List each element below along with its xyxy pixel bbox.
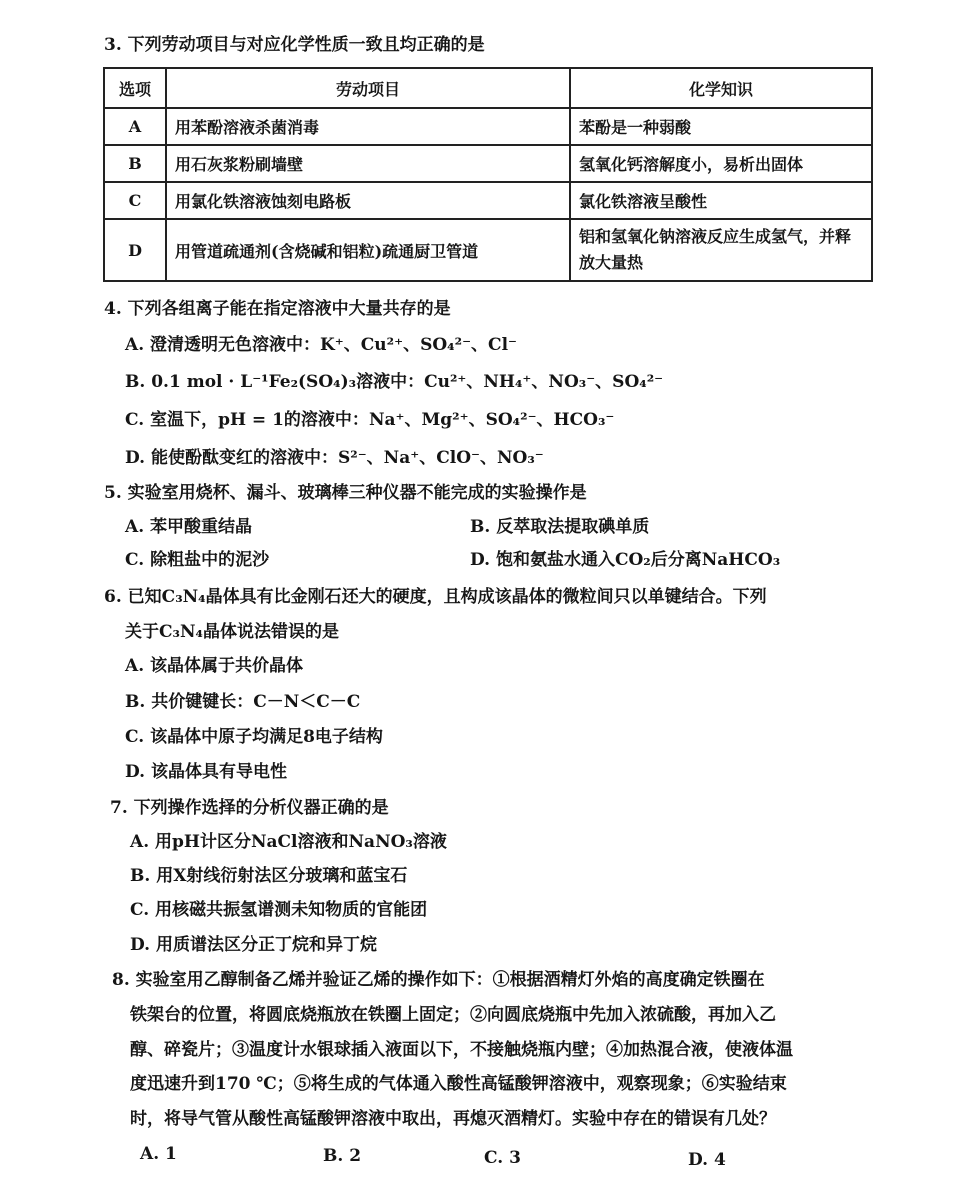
q5-option-a: A. 苯甲酸重结晶 xyxy=(125,517,253,537)
row-knowledge: 苯酚是一种弱酸 xyxy=(570,108,872,145)
header-knowledge: 化学知识 xyxy=(570,68,872,108)
q3-table xyxy=(103,67,873,282)
row-project: 用氯化铁溶液蚀刻电路板 xyxy=(166,182,570,219)
table-row xyxy=(104,108,872,145)
q6-option-b: B. 共价键键长：C－N＜C－C xyxy=(125,692,361,712)
option-c-prefix: C. 室温下，pH = 1的溶液中： xyxy=(125,410,369,430)
row-option: C xyxy=(104,182,166,219)
row-project: 用苯酚溶液杀菌消毒 xyxy=(166,108,570,145)
q8-stem-line-3: 醇、碎瓷片；③温度计水银球插入液面以下，不接触烧瓶内壁；④加热混合液，使液体温 xyxy=(130,1040,793,1060)
q6-option-d: D. 该晶体具有导电性 xyxy=(125,762,287,782)
row-option: B xyxy=(104,145,166,182)
table-row xyxy=(104,182,872,219)
q8-option-c: C. 3 xyxy=(484,1148,521,1168)
q3-stem: 3. 下列劳动项目与对应化学性质一致且均正确的是 xyxy=(104,35,485,55)
q8-stem-line-5: 时，将导气管从酸性高锰酸钾溶液中取出，再熄灭酒精灯。实验中存在的错误有几处？ xyxy=(130,1109,776,1129)
q4-option-b xyxy=(125,370,663,394)
q4-stem: 4. 下列各组离子能在指定溶液中大量共存的是 xyxy=(104,299,451,319)
option-c-ions: Na⁺、Mg²⁺、SO₄²⁻、HCO₃⁻ xyxy=(368,410,615,430)
option-d-ions: S²⁻、Na⁺、ClO⁻、NO₃⁻ xyxy=(337,448,544,468)
table-row xyxy=(104,145,872,182)
q8-stem-line-4: 度迅速升到170 ℃；⑤将生成的气体通入酸性高锰酸钾溶液中，观察现象；⑥实验结束 xyxy=(130,1074,787,1094)
q7-option-a: A. 用pH计区分NaCl溶液和NaNO₃溶液 xyxy=(130,832,447,852)
q7-option-d: D. 用质谱法区分正丁烷和异丁烷 xyxy=(130,935,377,955)
q4-option-c xyxy=(125,408,614,432)
table-row xyxy=(104,219,872,281)
row-project: 用石灰浆粉刷墙壁 xyxy=(166,145,570,182)
row-option: D xyxy=(104,219,166,281)
q8-option-a: A. 1 xyxy=(140,1144,177,1164)
header-project: 劳动项目 xyxy=(166,68,570,108)
q8-option-d: D. 4 xyxy=(688,1150,726,1170)
q6-stem-line-1: 6. 已知C₃N₄晶体具有比金刚石还大的硬度，且构成该晶体的微粒间只以单键结合。下列 xyxy=(104,587,767,607)
table-header-row xyxy=(104,68,872,108)
option-a-ions: K⁺、Cu²⁺、SO₄²⁻、Cl⁻ xyxy=(320,335,518,355)
header-option: 选项 xyxy=(104,68,166,108)
q8-option-b: B. 2 xyxy=(323,1146,362,1166)
q4-option-a xyxy=(125,333,517,357)
q5-option-d: D. 饱和氨盐水通入CO₂后分离NaHCO₃ xyxy=(470,550,781,570)
row-knowledge: 氢氧化钙溶解度小，易析出固体 xyxy=(570,145,872,182)
option-b-prefix: B. 0.1 mol · L⁻¹Fe₂(SO₄)₃溶液中： xyxy=(125,372,425,392)
q6-option-c: C. 该晶体中原子均满足8电子结构 xyxy=(125,727,383,747)
q7-option-b: B. 用X射线衍射法区分玻璃和蓝宝石 xyxy=(130,866,408,886)
q5-stem: 5. 实验室用烧杯、漏斗、玻璃棒三种仪器不能完成的实验操作是 xyxy=(104,483,587,503)
option-a-prefix: A. 澄清透明无色溶液中： xyxy=(125,335,321,355)
q4-option-d xyxy=(125,446,544,470)
q6-option-a: A. 该晶体属于共价晶体 xyxy=(125,656,304,676)
row-knowledge: 氯化铁溶液呈酸性 xyxy=(570,182,872,219)
q8-stem-line-1: 8. 实验室用乙醇制备乙烯并验证乙烯的操作如下：①根据酒精灯外焰的高度确定铁圈在 xyxy=(112,970,765,990)
q5-option-b: B. 反萃取法提取碘单质 xyxy=(470,517,650,537)
option-d-prefix: D. 能使酚酞变红的溶液中： xyxy=(125,448,338,468)
q6-stem-line-2: 关于C₃N₄晶体说法错误的是 xyxy=(125,622,339,642)
row-project: 用管道疏通剂(含烧碱和铝粒)疏通厨卫管道 xyxy=(166,219,570,281)
q7-stem: 7. 下列操作选择的分析仪器正确的是 xyxy=(110,798,389,818)
q7-option-c: C. 用核磁共振氢谱测未知物质的官能团 xyxy=(130,900,428,920)
option-b-ions: Cu²⁺、NH₄⁺、NO₃⁻、SO₄²⁻ xyxy=(424,372,664,392)
q8-stem-line-2: 铁架台的位置，将圆底烧瓶放在铁圈上固定；②向圆底烧瓶中先加入浓硫酸，再加入乙 xyxy=(130,1005,776,1025)
q5-option-c: C. 除粗盐中的泥沙 xyxy=(125,550,270,570)
row-knowledge: 铝和氢氧化钠溶液反应生成氢气，并释放大量热 xyxy=(570,219,872,281)
row-option: A xyxy=(104,108,166,145)
